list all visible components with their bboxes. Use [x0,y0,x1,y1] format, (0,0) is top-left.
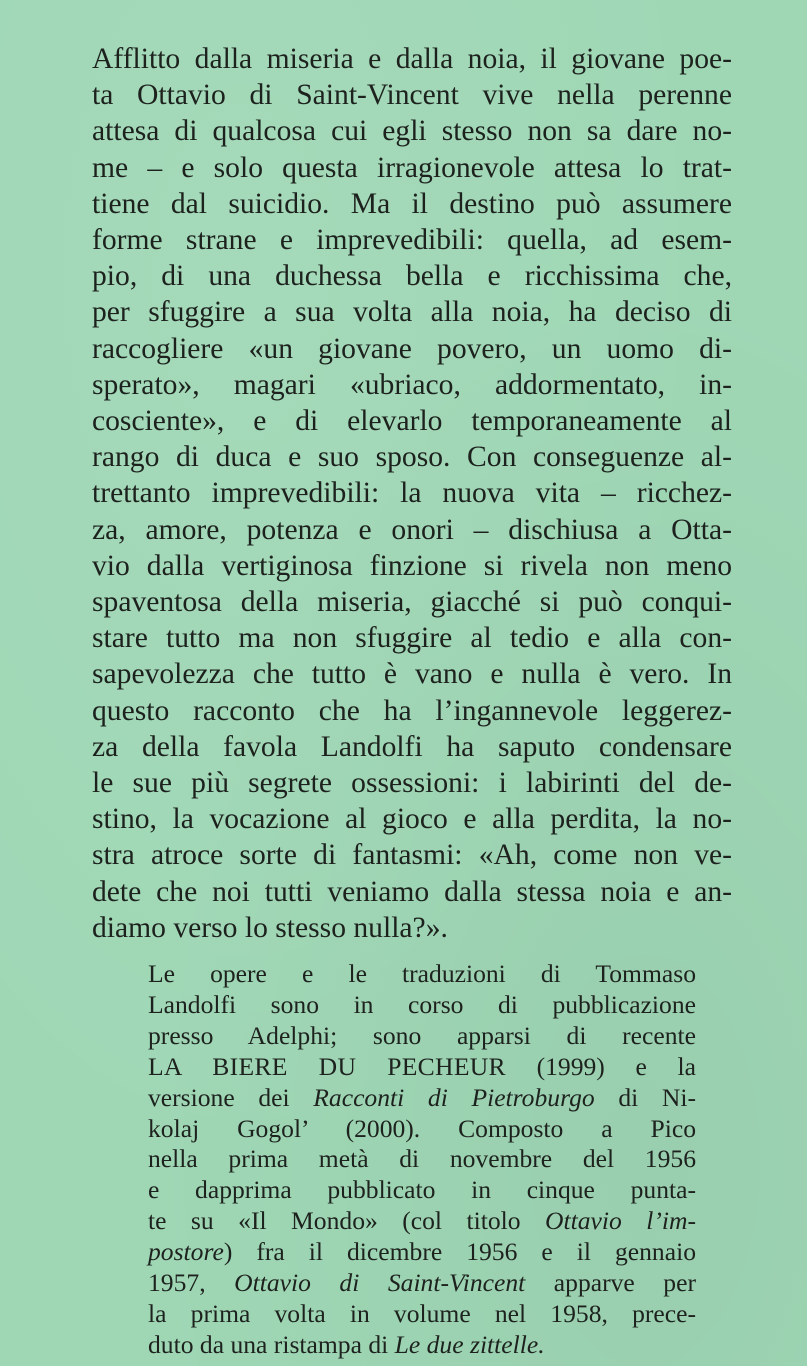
blurb-line: trettanto imprevedibili: la nuova vita – ricchez- [92,477,732,510]
blurb-line: ta Ottavio di Saint-Vincent vive nella perenne [92,79,732,112]
note-line [148,1206,696,1237]
blurb-line: rango di duca e suo sposo. Con conseguenze al- [92,441,732,474]
note-line [148,1299,696,1330]
note-text: nella prima metà di novembre del 1956 [148,1144,696,1174]
note-line [148,1021,696,1052]
book-title-italic: Ottavio di Saint-Vincent [234,1268,526,1298]
blurb-line: vio dalla vertiginosa finzione si rivela non meno [92,549,732,582]
note-text: la prima volta in volume nel 1958, prece- [148,1298,696,1328]
blurb-line: forme strane e imprevedibili: quella, ad esem- [92,224,732,257]
blurb-paragraph [92,41,732,946]
book-title-italic: postore [148,1237,224,1267]
note-line [148,1237,696,1268]
blurb-line: sapevolezza che tutto è vano e nulla è vero. In [92,658,732,691]
note-line [148,1175,696,1206]
note-line [148,1052,696,1083]
blurb-line: tiene dal suicidio. Ma il destino può assumere [92,187,732,220]
note-text: duto da una ristampa di [148,1329,395,1359]
note-text: Le opere e le traduzioni di Tommaso [148,959,696,988]
book-title-italic: Racconti di Pietroburgo [313,1082,595,1112]
note-text: presso Adelphi; sono apparsi di recente [148,1020,696,1050]
note-text: ) fra il dicembre 1956 e il gennaio [223,1237,696,1267]
publication-note [148,959,696,1361]
blurb-line: cosciente», e di elevarlo temporaneamente al [92,405,732,438]
blurb-line: sperato», magari «ubriaco, addormentato, in- [92,368,732,401]
note-text: apparve per [525,1268,696,1298]
blurb-line: stra atroce sorte di fantasmi: «Ah, come non ve- [92,839,732,872]
note-text: di Ni- [594,1082,696,1112]
book-title-caps: LA BIERE DU PECHEUR [148,1051,506,1081]
blurb-line: stino, la vocazione al gioco e alla perdita, la no- [92,803,732,836]
note-line [148,959,696,990]
blurb-line: za, amore, potenza e onori – dischiusa a Otta- [92,513,732,546]
note-line [148,1144,696,1175]
book-title-italic: Le due zittelle. [394,1329,545,1359]
blurb-line: me – e solo questa irragionevole attesa lo trat- [92,151,732,184]
book-title-italic: Ottavio l’im- [545,1206,696,1236]
blurb-line: questo racconto che ha l’ingannevole leggerez- [92,694,732,727]
blurb-line: le sue più segrete ossessioni: i labirinti del de- [92,767,732,800]
note-line [148,1114,696,1145]
note-text: (1999) e la [505,1051,696,1081]
blurb-line: per sfuggire a sua volta alla noia, ha deciso di [92,296,732,329]
note-text: versione dei [148,1082,314,1112]
blurb-line: spaventosa della miseria, giacché si può conqui- [92,586,732,619]
blurb-line: raccogliere «un giovane povero, un uomo di- [92,332,732,365]
note-line [148,1330,696,1361]
note-text: 1957, [148,1268,235,1298]
blurb-line: pio, di una duchessa bella e ricchissima che, [92,260,732,293]
blurb-line: za della favola Landolfi ha saputo condensare [92,730,732,763]
blurb-line: stare tutto ma non sfuggire al tedio e alla con- [92,622,732,655]
note-text: te su «Il Mondo» (col titolo [148,1206,546,1236]
blurb-line: diamo verso lo stesso nulla?». [92,911,448,944]
blurb-line: Afflitto dalla miseria e dalla noia, il giovane poe- [92,43,732,75]
note-text: kolaj Gogol’ (2000). Composto a Pico [148,1113,696,1143]
note-text: e dapprima pubblicato in cinque punta- [148,1175,696,1205]
blurb-line: attesa di qualcosa cui egli stesso non sa dare no- [92,115,732,148]
blurb-line: dete che noi tutti veniamo dalla stessa noia e an- [92,875,732,908]
note-line [148,990,696,1021]
note-line [148,1083,696,1114]
note-text: Landolfi sono in corso di pubblicazione [148,989,696,1019]
note-line [148,1268,696,1299]
